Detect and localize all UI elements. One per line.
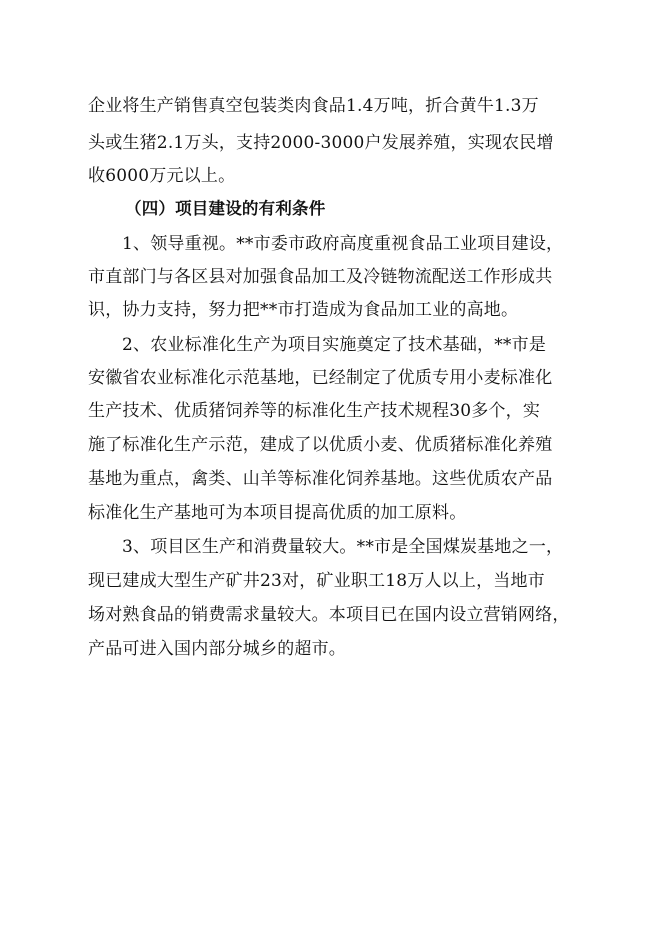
text-line: 头或生猪2.1万头，支持2000-3000户发展养殖，实现农民增 bbox=[88, 133, 554, 153]
text-line: 1、领导重视。**市委市政府高度重视食品工业项目建设， bbox=[122, 234, 564, 254]
text-line: 施了标准化生产示范，建成了以优质小麦、优质猪标准化养殖 bbox=[88, 435, 553, 455]
text-line: 市直部门与各区县对加强食品加工及冷链物流配送工作形成共 bbox=[88, 267, 553, 287]
section-heading: （四）项目建设的有利条件 bbox=[125, 199, 326, 218]
text-line: 生产技术、优质猪饲养等的标准化生产技术规程30多个，实 bbox=[88, 401, 541, 421]
text-line: 企业将生产销售真空包装类肉食品1.4万吨，折合黄牛1.3万 bbox=[88, 96, 539, 116]
text-line: 安徽省农业标准化示范基地，已经制定了优质专用小麦标准化 bbox=[88, 368, 553, 388]
text-line: 标准化生产基地可为本项目提高优质的加工原料。 bbox=[88, 503, 467, 523]
text-line: 2、农业标准化生产为项目实施奠定了技术基础，**市是 bbox=[122, 335, 547, 355]
text-line: 收6000万元以上。 bbox=[88, 166, 236, 186]
text-line: 现已建成大型生产矿井23对，矿业职工18万人以上，当地市 bbox=[88, 571, 545, 591]
text-line: 场对熟食品的销费需求量较大。本项目已在国内设立营销网络， bbox=[88, 605, 570, 625]
text-line: 识，协力支持，努力把**市打造成为食品加工业的高地。 bbox=[88, 300, 519, 320]
text-line: 基地为重点，禽类、山羊等标准化饲养基地。这些优质农产品 bbox=[88, 469, 553, 489]
text-line: 产品可进入国内部分城乡的超市。 bbox=[88, 639, 346, 659]
text-line: 3、项目区生产和消费量较大。**市是全国煤炭基地之一， bbox=[122, 537, 564, 557]
